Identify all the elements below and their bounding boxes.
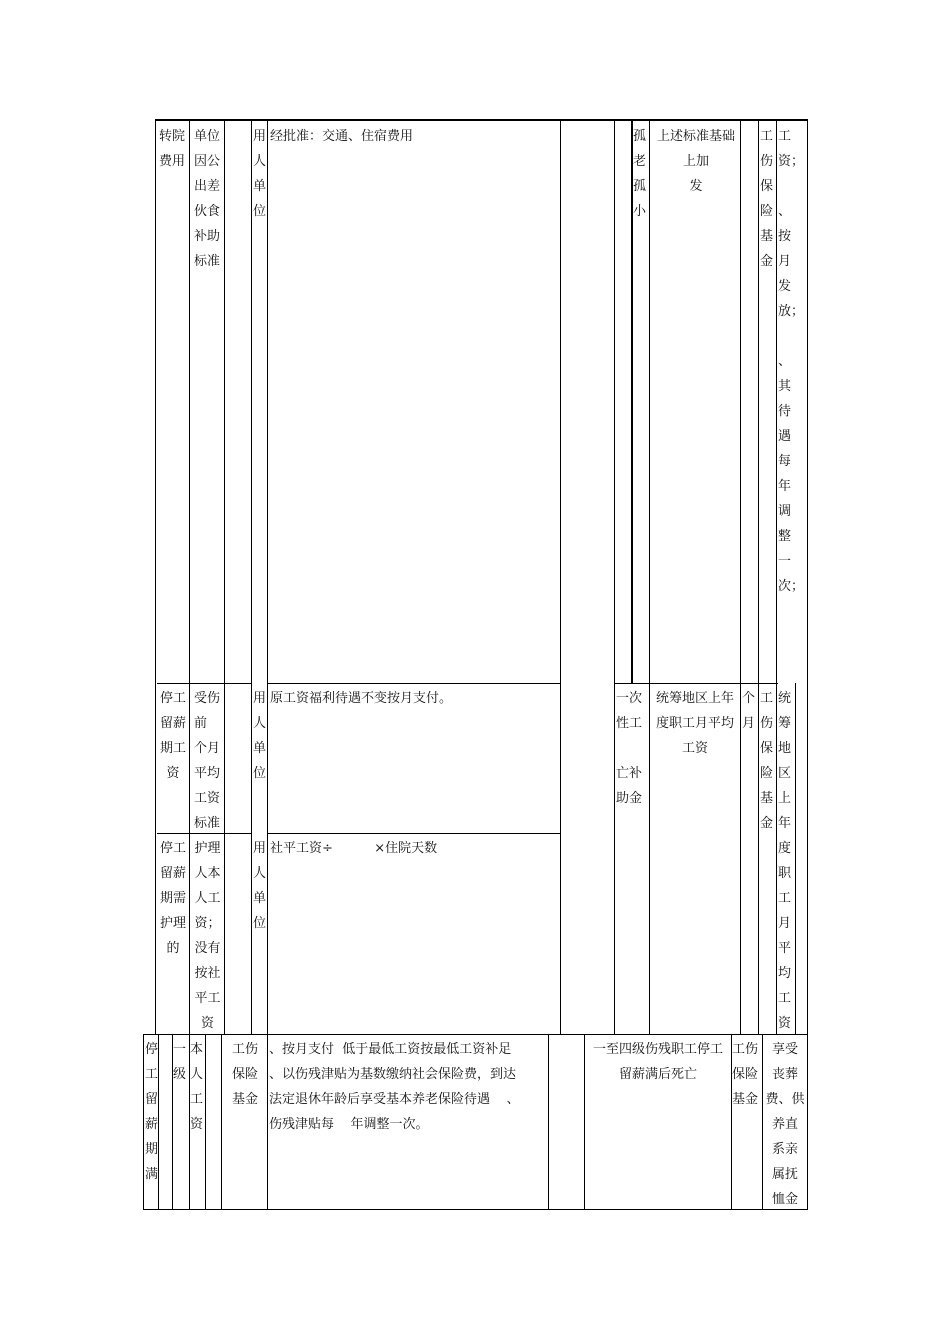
row3-standard: 护理 人本 人工 资； 没有 按社 平工 资	[194, 841, 221, 1031]
row1-right-category: 孤 老 孤 小	[633, 129, 647, 219]
row2-right-category: 一次 性工 亡补 助金	[616, 691, 643, 806]
row2-item-label: 停工 留薪 期工 资	[159, 691, 186, 781]
row2-description: 原工资福利待遇不变按月支付。	[270, 691, 453, 706]
row2-right-payer: 工 伤 保 险 基 金	[760, 691, 774, 831]
row2-right-note: 统 筹 地 区 上 年 度 职 工 月 平 均 工 资	[778, 691, 792, 1031]
lower-right-payer: 工伤 保险 基金	[732, 1042, 759, 1107]
row1-item-label: 转院 费用	[159, 129, 186, 169]
lower-item-label: 停 工 留 薪 期 满	[145, 1042, 159, 1182]
row1-description: 经批准：交通、住宿费用	[270, 129, 414, 144]
lower-payer: 工伤 保险 基金	[232, 1042, 259, 1107]
row1-right-payer: 工 伤 保 险 基 金	[760, 129, 774, 269]
lower-right-note: 享受 丧葬 费、供 养直 系亲 属抚 恤金	[765, 1042, 805, 1207]
row1-right-note: 工 资； 、 按 月 发 放； 、 其 待 遇 每 年 调 整 一 次；	[778, 129, 805, 594]
row3-item-label: 停工 留薪 期需 护理 的	[159, 841, 186, 956]
lower-right-condition: 一至四级伤残职工停工 留薪满后死亡	[592, 1042, 723, 1082]
row2-right-months: 个 月	[742, 691, 756, 731]
row1-standard: 单位 因公 出差 伙食 补助 标准	[194, 129, 221, 269]
row3-description: 社平工资÷ ×住院天数	[270, 841, 438, 856]
row2-right-standard: 统筹地区上年 度职工月平均 工资	[655, 691, 734, 756]
lower-standard: 本 人 工 资	[190, 1042, 204, 1132]
lower-grade: 一 级	[173, 1042, 187, 1082]
row2-payer: 用 人 单 位	[253, 691, 267, 781]
row1-payer: 用 人 单 位	[253, 129, 267, 219]
row3-payer: 用 人 单 位	[253, 841, 267, 931]
row2-standard: 受伤 前 个月 平均 工资 标准	[194, 691, 221, 831]
lower-description: 、按月支付 低于最低工资按最低工资补足 、以伤残津贴为基数缴纳社会保险费，到达 法定退休年龄后享受基本养老保险待遇 、 伤残津贴每 年调整一次。	[269, 1042, 520, 1132]
row1-right-standard: 上述标准基础 上加 发	[656, 129, 735, 194]
